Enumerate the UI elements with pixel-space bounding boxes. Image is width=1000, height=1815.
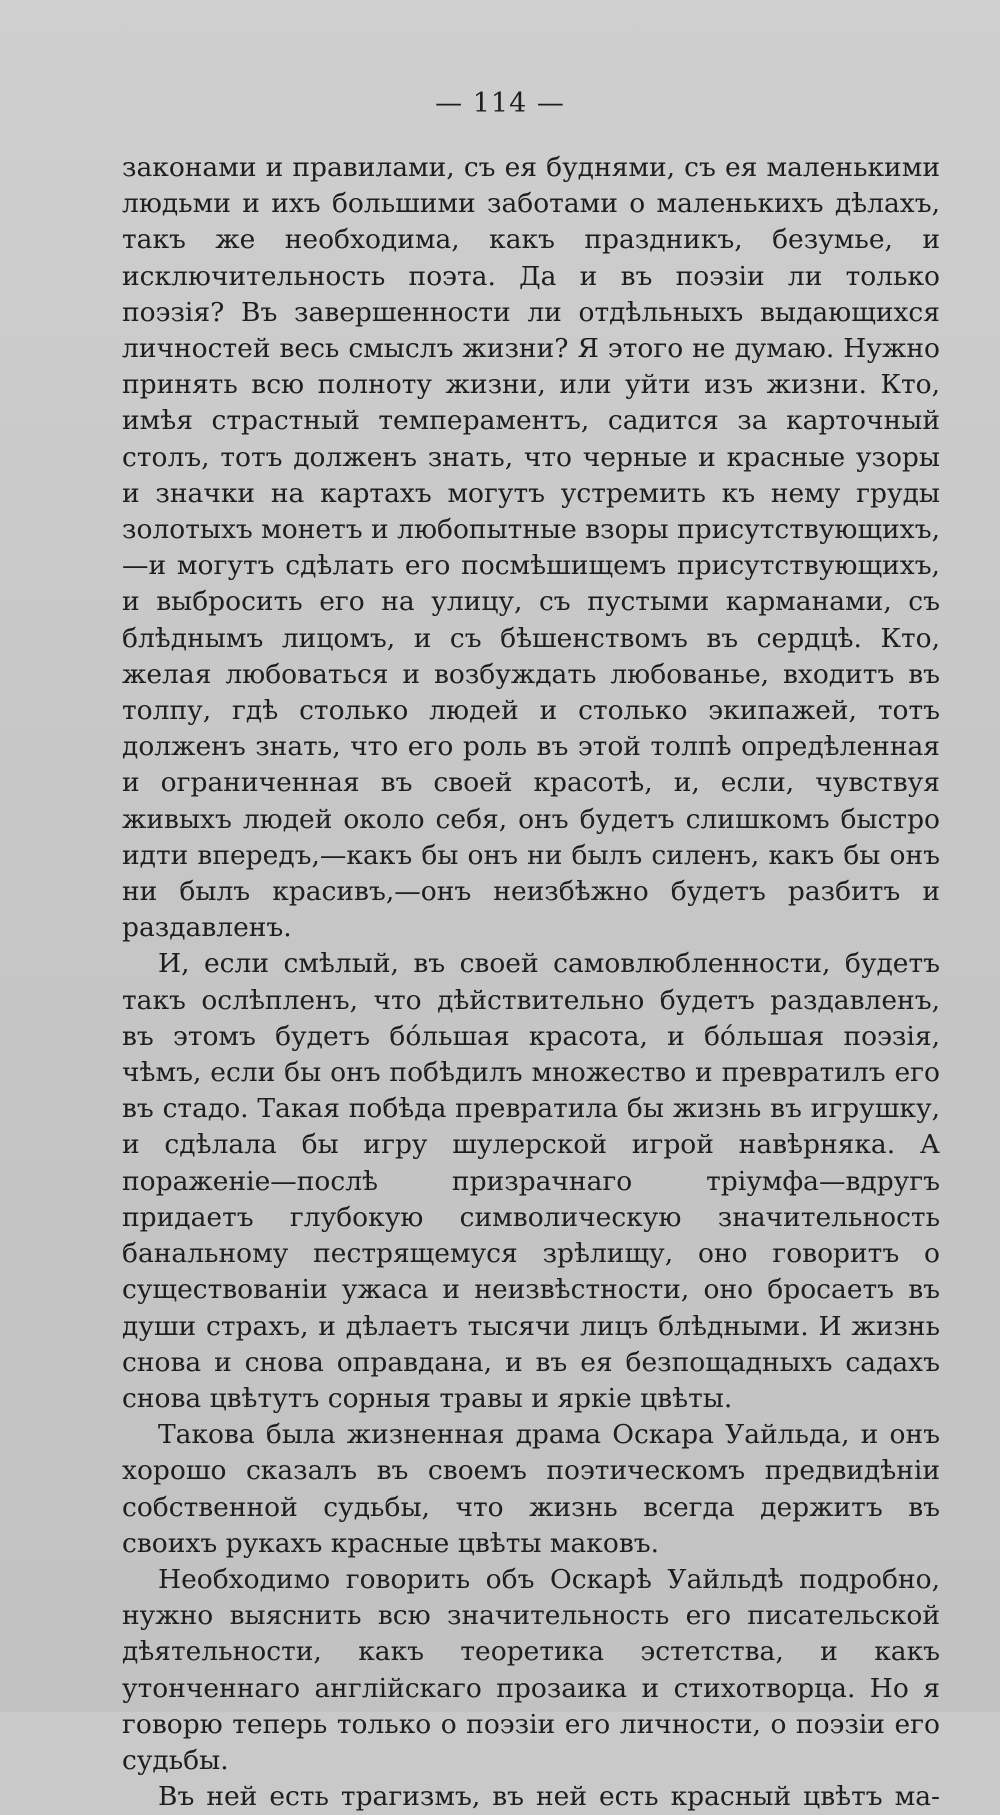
paragraph-1: законами и правилами, съ ея буднями, съ ея маленькими людьми и ихъ большими заботами о маленькихъ дѣлахъ, такъ же необходима, какъ праздникъ, безумье, и исключительность поэта. Да и въ поэзіи ли только поэзія? Въ завершенности ли отдѣльныхъ выдающихся личностей весь смыслъ жизни? Я этого не думаю. Нужно принять всю полноту жизни, или уйти изъ жизни. Кто, имѣя страстный темпераментъ, садится за карточный столъ, тотъ долженъ знать, что черные и красные узоры и значки на картахъ могутъ устремить къ нему груды золотыхъ монетъ и любопытные взоры присутствующихъ,—и могутъ сдѣлать его посмѣшищемъ присутствующихъ, и выбросить его на улицу, съ пустыми карманами, съ блѣднымъ лицомъ, и съ бѣшенствомъ въ сердцѣ. Кто, желая любоваться и возбуждать любованье, входитъ въ толпу, гдѣ столько людей и столько экипажей, тотъ долженъ знать, что его роль въ этой толпѣ опредѣленная и ограниченная въ своей красотѣ, и, если, чувствуя живыхъ людей около себя, онъ будетъ слишкомъ быстро идти впередъ,—какъ бы онъ ни былъ силенъ, какъ бы онъ ни былъ красивъ,—онъ неизбѣжно будетъ разбитъ и раздавленъ. [122, 152, 941, 944]
paragraph-2: И, если смѣлый, въ своей самовлюбленности, будетъ такъ ослѣпленъ, что дѣйствительно будетъ раздавленъ, въ этомъ будетъ бóльшая красота, и бóльшая поэзія, чѣмъ, если бы онъ побѣдилъ множество и превратилъ его въ стадо. Такая побѣда превратила бы жизнь въ игрушку, и сдѣлала бы игру шулерской игрой навѣрняка. А пораженіе—послѣ призрачнаго тріумфа—вдругъ придаетъ глубокую символическую значительность банальному пестрящемуся зрѣлищу, оно говоритъ о существованіи ужаса и неизвѣстности, оно бросаетъ въ души страхъ, и дѣлаетъ тысячи лицъ блѣдными. И жизнь снова и снова оправдана, и въ ея безпощадныхъ садахъ снова цвѣтутъ сорныя травы и яркіе цвѣты. [122, 948, 940, 1414]
paragraph-3: Такова была жизненная драма Оскара Уайльда, и онъ хорошо сказалъ въ своемъ поэтическомъ предвидѣніи собственной судьбы, что жизнь всегда держитъ въ своихъ рукахъ красные цвѣты маковъ. [122, 1419, 940, 1559]
body-text [122, 150, 940, 1815]
page-number: — 114 — [435, 88, 565, 119]
paragraph-4: Необходимо говорить объ Оскарѣ Уайльдѣ подробно, нужно выяснить всю значительность его писательской дѣятельности, какъ теоретика эстетства, и какъ утонченнаго англійскаго прозаика и стихотворца. Но я говорю теперь только о поэзіи его личности, о поэзіи его судьбы. [122, 1563, 940, 1776]
paragraph-5: Въ ней есть трагизмъ, въ ней есть красный цвѣтъ ма- [158, 1781, 940, 1813]
